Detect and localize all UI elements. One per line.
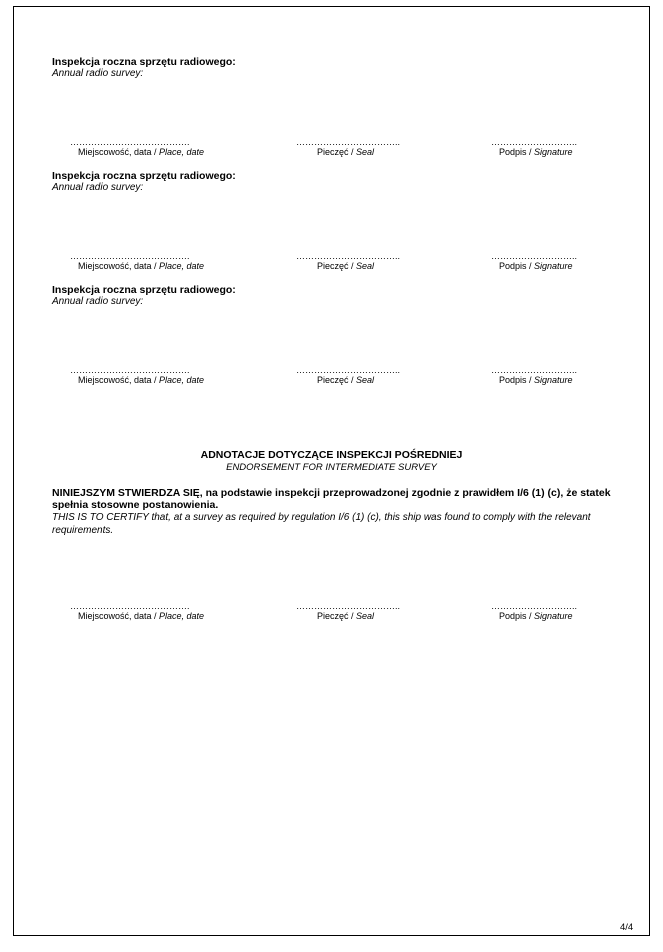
seal-label: Pieczęć / Seal	[317, 375, 375, 385]
place-dots: ………………………………….	[70, 137, 190, 147]
place-date-label: Miejscowość, data / Place, date	[78, 375, 205, 385]
seal-dots: ……………………………..	[296, 601, 401, 611]
seal-label: Pieczęć / Seal	[317, 611, 375, 621]
endorsement-title: ADNOTACJE DOTYCZĄCE INSPEKCJI POŚREDNIEJ	[200, 449, 463, 461]
signature-label: Podpis / Signature	[499, 261, 573, 271]
sign-dots: ………………………..	[491, 137, 578, 147]
place-date-label: Miejscowość, data / Place, date	[78, 147, 205, 157]
place-dots: ………………………………….	[70, 251, 190, 261]
seal-label: Pieczęć / Seal	[317, 147, 375, 157]
certification-english: THIS IS TO CERTIFY that, at a survey as required by regulation I/6 (1) (c), this ship was found to comply with the relevant requirements.	[52, 512, 591, 536]
page-number: 4/4	[620, 922, 634, 933]
endorsement-subtitle: ENDORSEMENT FOR INTERMEDIATE SURVEY	[226, 462, 437, 473]
signature-label: Podpis / Signature	[499, 147, 573, 157]
seal-dots: ……………………………..	[296, 137, 401, 147]
place-date-label: Miejscowość, data / Place, date	[78, 611, 205, 621]
seal-dots: ……………………………..	[296, 365, 401, 375]
signature-label: Podpis / Signature	[499, 375, 573, 385]
seal-label: Pieczęć / Seal	[317, 261, 375, 271]
section-subtitle: Annual radio survey:	[52, 182, 144, 193]
place-dots: ………………………………….	[70, 365, 190, 375]
section-subtitle: Annual radio survey:	[52, 68, 144, 79]
certification-polish: NINIEJSZYM STWIERDZA SIĘ, na podstawie inspekcji przeprowadzonej zgodnie z prawidłem I/6 (1) (c), że statek spełnia stosowne postanowienia.	[52, 487, 611, 511]
section-title: Inspekcja roczna sprzętu radiowego:	[52, 56, 236, 68]
seal-dots: ……………………………..	[296, 251, 401, 261]
section-subtitle: Annual radio survey:	[52, 296, 144, 307]
sign-dots: ………………………..	[491, 365, 578, 375]
place-date-label: Miejscowość, data / Place, date	[78, 261, 205, 271]
section-title: Inspekcja roczna sprzętu radiowego:	[52, 284, 236, 296]
sign-dots: ………………………..	[491, 601, 578, 611]
sign-dots: ………………………..	[491, 251, 578, 261]
signature-label: Podpis / Signature	[499, 611, 573, 621]
place-dots: ………………………………….	[70, 601, 190, 611]
section-title: Inspekcja roczna sprzętu radiowego:	[52, 170, 236, 182]
